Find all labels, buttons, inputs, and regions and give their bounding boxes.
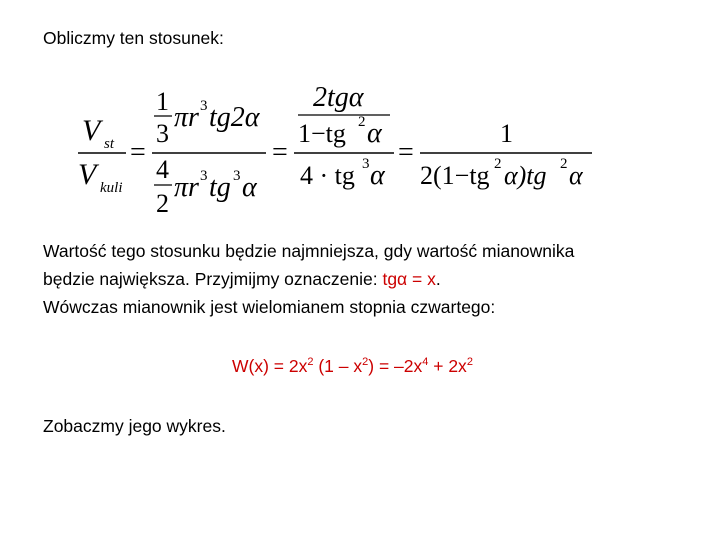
f2-den-alpha: α (370, 160, 385, 191)
f3-numerator: 1 (500, 119, 513, 148)
f2-num-bot-exp: 2 (358, 114, 366, 130)
intro-text: Obliczmy ten stosunek: (43, 28, 224, 48)
f2-num-bot-a: 1−tg (298, 119, 346, 148)
outro-text: Zobaczmy jego wykres. (43, 416, 226, 436)
f2-den-a: 4 · tg (300, 161, 355, 190)
fraction-2 (294, 82, 394, 191)
f3-den-c: α (569, 161, 583, 190)
f2-den-exp: 3 (362, 156, 370, 172)
f1-bot-tg: tg (209, 172, 231, 203)
poly-exp-2: 2 (362, 356, 369, 368)
poly-part-2: (1 – x (313, 356, 363, 376)
f3-den-exp2: 2 (560, 156, 568, 172)
paragraph-line-3: Wówczas mianownik jest wielomianem stopnia czwartego: (43, 297, 496, 317)
f3-den-b: α)tg (504, 161, 547, 190)
f1-bot-coef-den: 2 (156, 189, 169, 218)
ratio-equation (60, 78, 620, 228)
paragraph-line-2-text: będzie największa. Przyjmijmy oznaczenie: (43, 269, 383, 289)
paragraph-line-1: Wartość tego stosunku będzie najmniejsza, gdy wartość mianownika (43, 241, 575, 261)
poly-exp-1: 2 (307, 356, 314, 368)
poly-part-3: ) = –2x (368, 356, 423, 376)
lhs-numerator: V (82, 114, 101, 147)
lhs-denominator: V (78, 158, 97, 191)
equals-sign-3: = (398, 137, 414, 168)
f1-bot-exp: 3 (200, 168, 208, 184)
f2-num-bot-alpha: α (367, 118, 382, 149)
fraction-1 (152, 87, 266, 218)
f1-bot-coef-num: 4 (156, 155, 169, 184)
f3-den-a: 2(1−tg (420, 161, 490, 190)
explanation-paragraph (43, 238, 683, 322)
f1-top-coef-den: 3 (156, 119, 169, 148)
f1-top-exp: 3 (200, 98, 208, 114)
poly-part-4: + 2x (428, 356, 467, 376)
f3-den-exp1: 2 (494, 156, 502, 172)
f1-top-pi-r: πr (174, 102, 199, 133)
lhs-denominator-sub: kuli (100, 180, 123, 196)
polynomial-formula (232, 353, 473, 379)
f1-top-coef-num: 1 (156, 87, 169, 116)
lhs-numerator-sub: st (104, 136, 115, 152)
poly-part-1: W(x) = 2x (232, 356, 308, 376)
f1-top-tg: tg2α (209, 102, 260, 133)
substitution-highlight: tgα = x (382, 269, 436, 289)
equals-sign-1: = (130, 137, 146, 168)
paragraph-line-2 (43, 266, 683, 294)
equals-sign-2: = (272, 137, 288, 168)
f2-num-top: 2tgα (313, 82, 364, 113)
paragraph-line-2-end: . (435, 269, 441, 289)
poly-exp-4: 2 (466, 356, 473, 368)
fraction-3 (420, 119, 592, 190)
f1-bot-tg-exp: 3 (233, 168, 241, 184)
f1-bot-pi-r: πr (174, 172, 199, 203)
poly-exp-3: 4 (422, 356, 429, 368)
lhs-fraction (78, 114, 126, 196)
f1-bot-alpha: α (242, 172, 257, 203)
